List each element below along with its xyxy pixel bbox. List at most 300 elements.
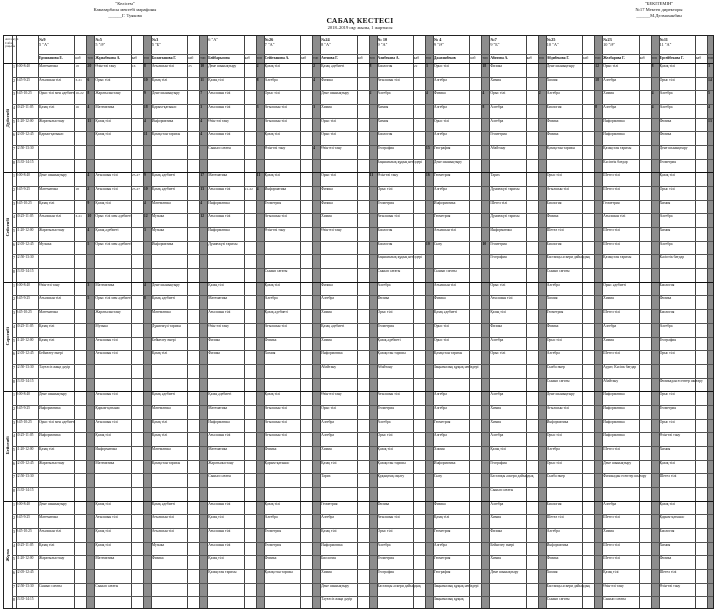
period-time: 13:35-14:15 [16,269,34,274]
lesson-cell [659,283,714,296]
lesson-cell [546,556,602,569]
lesson-subject: Информатика [208,228,230,233]
class-room-number: № 4 [433,37,442,42]
lesson-cell [94,556,150,569]
lesson-cell [546,242,602,255]
lesson-cell [433,351,489,364]
lesson-subject: Ағылшын тілі [433,282,457,287]
lesson-subject: Химия [490,556,501,561]
lesson-cell [94,570,150,583]
lesson-subject: Информатика [151,241,174,246]
lesson-cell [38,214,94,227]
period-number: 3 [13,528,15,534]
lesson-cell [151,283,207,296]
lesson-subject: Геометрия [264,528,282,533]
lesson-subject: Сынып сағаты [433,269,457,274]
lesson-cell [546,160,602,173]
lesson-cell [151,78,207,91]
lesson-cell [207,105,263,118]
lesson-subject: Орыс тілі [546,460,562,465]
lesson-cell [602,160,658,173]
group-col-label: топ [651,56,657,60]
lesson-subject: Физика [490,64,503,68]
lesson-group: 4 [87,105,90,110]
lesson-cell [659,119,714,132]
lesson-subject: Физика [208,351,220,356]
class-teacher: Сейітханова А. [264,56,290,60]
lesson-cell [320,597,376,609]
lesson-subject: Геометрия [321,501,338,506]
lesson-cell [433,310,489,323]
lesson-subject: Информатика [321,542,343,547]
lesson-cell [546,228,602,241]
lesson-cell [38,242,94,255]
lesson-subject: Өзін-өзі тану [321,228,342,233]
lesson-subject: Тарих [321,474,331,479]
lesson-subject: Құқықтық оқыту [377,474,405,479]
lesson-subject: Дене шынықтыру [546,64,575,68]
lesson-subject: Информатика [321,351,343,356]
lesson-cell [433,556,489,569]
lesson-cell [264,543,320,556]
lesson-cell [151,461,207,474]
lesson-cell [546,146,602,159]
lesson-subject: Физика [659,132,672,137]
lesson-cell [151,228,207,241]
lesson-cell [38,105,94,118]
lesson-cell [489,379,545,392]
lesson-cell [433,597,489,609]
period-number: 5 [13,556,15,562]
lesson-subject: Бейнелеу өнері [151,337,176,342]
lesson-cell [489,119,545,132]
lesson-cell [659,324,714,337]
lesson-subject: Шетел тілі [603,351,621,356]
room-col-label: каб [357,56,363,60]
lesson-cell [546,543,602,556]
lesson-cell [602,502,658,515]
class-teacher: Ермаханова Е. [39,56,63,60]
class-grade: 5 "А" [39,42,49,47]
lesson-cell [151,242,207,255]
lesson-cell [320,242,376,255]
lesson-subject: Геометрия [546,310,564,315]
lesson-cell [377,146,433,159]
class-teacher: Бейбарысова [208,56,230,60]
lesson-subject: Орыс тілі [321,405,337,410]
lesson-group: 10 [425,241,430,246]
period-time: 12:05-12:45 [16,460,34,465]
lesson-subject: Шетел тілі [603,187,621,192]
lesson-group: 3 [313,105,316,110]
lesson-cell [546,351,602,364]
lesson-cell [546,283,602,296]
lesson-subject: Орыс тілі [603,64,619,68]
lesson-cell [38,392,94,405]
period-number: 1 [13,64,15,69]
lesson-subject: Дене шынықтыру [603,460,632,465]
class-grade: 11 "А" [659,42,672,47]
period-number: 5 [13,228,15,234]
lesson-group: 13 [200,187,205,192]
lesson-subject: Алгебра [377,419,391,424]
lesson-cell [264,379,320,392]
lesson-group: 4 [425,91,428,96]
period-number: 5 [13,337,15,343]
period-number: 7 [13,583,15,589]
lesson-cell [94,64,150,77]
lesson-subject: Сынып сағаты [603,597,626,602]
lesson-subject: Алгебра [377,542,391,547]
lesson-subject: Физикадан есептер шығару [603,474,647,479]
lesson-subject: Физика [433,501,446,506]
period-time: 11:20-12:00 [16,556,34,561]
lesson-subject: Қазақстан тарихы [151,460,181,465]
lesson-subject: Дене шынықтыру [433,159,462,164]
lesson-cell [151,392,207,405]
lesson-subject: Аудит, Кәсіпк бағдар [603,364,637,369]
group-col-label: топ [200,56,206,60]
lesson-cell [264,406,320,419]
lesson-subject: Ағылшын тілі [377,214,400,219]
lesson-cell [377,529,433,542]
lesson-subject: Дене шынықтыру [321,91,350,96]
room-col-label: каб [470,56,476,60]
lesson-cell [38,228,94,241]
lesson-cell [264,255,320,268]
lesson-cell [377,173,433,186]
lesson-subject: Алгебра [659,214,673,219]
lesson-cell [38,283,94,296]
period-time: 13:35-14:15 [16,378,34,383]
lesson-cell [602,146,658,159]
lesson-cell [264,119,320,132]
lesson-cell [377,296,433,309]
lesson-cell [94,515,150,528]
lesson-cell [489,488,545,501]
lesson-cell [264,91,320,104]
lesson-subject: География [377,569,394,574]
lesson-cell [377,78,433,91]
lesson-cell [659,160,714,173]
class-grade: 10 "Ә" [603,42,616,47]
lesson-cell [377,91,433,104]
lesson-group: 12 [143,214,148,219]
lesson-subject: Алгебра [603,105,617,110]
class-teacher-row [546,56,602,60]
lesson-subject: Қазақстан тарихы [603,146,632,151]
class-grade: 5 "Б" [151,42,162,47]
lesson-cell [264,228,320,241]
lesson-subject: Қазақ әдебиеті [151,501,176,506]
lesson-cell [207,406,263,419]
lesson-subject: Орыс тілі мен әдебиеті [39,419,76,424]
period-number: 7 [13,255,15,261]
lesson-cell [264,351,320,364]
lesson-cell [264,474,320,487]
period-number: 2 [13,515,15,521]
lesson-subject: Қазақ тілі [95,542,111,547]
period-time: 9:45-10:25 [16,310,32,315]
lesson-subject: Ағылшын тілі [264,118,287,123]
lesson-subject: Жаратылыстану [208,460,234,465]
lesson-cell [151,119,207,132]
lesson-subject: Алгебра [321,419,335,424]
lesson-cell [151,310,207,323]
lesson-subject: Тәуелсіз жаңа дәуір [321,597,353,602]
lesson-subject: Қазақ тілі [39,542,55,547]
lesson-subject: Биология [377,132,393,137]
lesson-subject: Ағылшын тілі [95,337,118,342]
lesson-subject: Жаратылыстану [95,310,121,315]
lesson-cell [151,132,207,145]
period-time: 8:45-9:25 [16,77,30,82]
lesson-subject: Математика [208,446,228,451]
lesson-subject: Дүниежүзі тарихы [151,323,181,328]
lesson-cell [151,160,207,173]
lesson-cell [602,132,658,145]
lesson-group: 4 [651,91,654,96]
period-number: 3 [13,310,15,316]
lesson-subject: Қазақ әдебиеті [321,64,345,68]
class-grade: 9 "Б" [490,42,500,47]
lesson-subject: Орыс тілі [659,419,675,424]
lesson-group: 8 [143,64,146,68]
lesson-cell [546,310,602,323]
lesson-cell [320,338,376,351]
lesson-cell [659,338,714,351]
lesson-cell [38,420,94,433]
lesson-subject: Алгебра [546,91,560,96]
lesson-subject: Сызу [433,241,443,246]
lesson-group: 5 [707,91,710,96]
lesson-subject: Қазақ әдебиеті [151,296,176,301]
lesson-subject: Геометрия [659,159,676,164]
lesson-subject: Абайтану [490,146,506,151]
lesson-subject: Қазақ тілі [208,282,224,287]
lesson-subject: Қазақ тілі [39,337,55,342]
lesson-cell [659,187,714,200]
lesson-cell [489,78,545,91]
lesson-subject: Информатика [603,405,625,410]
lesson-cell [264,461,320,474]
lesson-cell [151,296,207,309]
lesson-group: 20 [87,64,92,68]
lesson-cell [659,242,714,255]
lesson-subject: Заңнамалық құқық негіздері [433,583,479,588]
lesson-cell [264,433,320,446]
lesson-cell [38,502,94,515]
lesson-subject: Алгебра [490,501,504,506]
lesson-subject: Кәсіптік бағдар [659,255,685,260]
lesson-cell [433,406,489,419]
lesson-cell [38,187,94,200]
lesson-cell [207,146,263,159]
lesson-room: 3-21 [75,77,82,82]
lesson-subject: Орыс тілі [377,433,393,438]
lesson-cell [320,310,376,323]
class-teacher-row [207,56,263,60]
lesson-group: 9 [87,200,90,205]
lesson-subject: Химия [659,446,671,451]
lesson-cell [377,214,433,227]
lesson-subject: Орыс тілі [433,337,449,342]
lesson-subject: Ағылшын тілі [39,528,62,533]
lesson-cell [320,474,376,487]
lesson-subject: Орыс тілі [490,351,506,356]
lesson-cell [207,584,263,597]
lesson-cell [546,365,602,378]
room-col-label: каб [526,56,532,60]
lesson-cell [94,187,150,200]
period-time: 12:05-12:45 [16,132,34,137]
lesson-cell [489,447,545,460]
lesson-subject: Химия [659,228,671,233]
lesson-subject: Қазақ тілі [603,569,619,574]
lesson-cell [377,132,433,145]
class-teacher: Алибекова А. [377,56,400,60]
lesson-cell [320,420,376,433]
period-time: 12:05-12:45 [16,569,34,574]
lesson-cell [377,269,433,282]
lesson-subject: Сынып сағаты [95,583,119,588]
lesson-cell [264,173,320,186]
lesson-subject: Қазақ әдебиеті [377,337,401,342]
lesson-room: 18 [75,187,79,192]
lesson-cell [546,515,602,528]
lesson-subject: Химия [377,118,389,123]
lesson-subject: Өзін-өзі тану [659,433,681,438]
lesson-cell [38,597,94,609]
lesson-cell [659,64,714,77]
day-label: Дүйсенбі [5,108,10,127]
lesson-cell [489,132,545,145]
period-number: 8 [13,378,15,384]
lesson-subject: Музыка [151,542,165,547]
lesson-cell [38,201,94,214]
lesson-cell [207,160,263,173]
lesson-cell [320,570,376,583]
room-col-label: каб [75,56,81,60]
lesson-subject: Тәуелсіз жаңа дәуір [39,364,71,369]
lesson-subject: Ағылшын тілі [264,419,287,424]
lesson-cell [264,502,320,515]
lesson-cell [207,338,263,351]
lesson-subject: Химия [490,77,501,82]
period-time: 13:35-14:15 [16,597,34,602]
lesson-cell [151,91,207,104]
lesson-subject: Қазақ тілі [659,460,675,465]
lesson-subject: Орыс тілі [433,64,449,68]
lesson-subject: Ағылшын тілі [264,323,287,328]
lesson-cell [489,228,545,241]
lesson-cell [151,324,207,337]
lesson-cell [377,351,433,364]
lesson-subject: Математика [39,187,58,192]
lesson-subject: Алгебра [659,323,673,328]
period-number: 4 [13,214,15,220]
lesson-cell [207,173,263,186]
lesson-subject: Қазақстан тарихы [377,351,406,356]
lesson-cell [659,132,714,145]
lesson-cell [38,433,94,446]
lesson-group: 5 [87,296,90,301]
lesson-subject: Химия [321,446,332,451]
lesson-subject: Химия [659,200,671,205]
lesson-cell [433,584,489,597]
lesson-cell [94,105,150,118]
lesson-room: 16 [131,64,136,68]
lesson-cell [489,242,545,255]
lesson-subject: Қазақ тілі [39,323,55,328]
lesson-cell [602,187,658,200]
lesson-cell [264,146,320,159]
lesson-subject: Дүниежүзі тарихы [490,187,520,192]
lesson-cell [264,420,320,433]
lesson-cell [602,201,658,214]
lesson-cell [546,474,602,487]
class-header [659,37,714,47]
lesson-cell [207,324,263,337]
lesson-subject: Ағылшын тілі [95,392,118,397]
lesson-cell [377,379,433,392]
lesson-subject: Физика [377,501,390,506]
lesson-cell [38,379,94,392]
class-room-number: №7 [490,37,497,42]
lesson-cell [94,461,150,474]
lesson-subject: Физика [264,556,277,561]
period-number: 2 [13,296,15,302]
lesson-subject: Физика [433,296,446,301]
lesson-cell [659,515,714,528]
class-teacher-row [602,56,658,60]
lesson-group: 3 [200,105,203,110]
lesson-cell [489,474,545,487]
lesson-subject: Орыс тілі [490,282,506,287]
lesson-cell [546,187,602,200]
lesson-cell [207,119,263,132]
lesson-cell [433,529,489,542]
period-time: 10:25-11:05 [16,433,34,438]
lesson-subject: Ағылшын тілі [151,515,175,520]
lesson-cell [264,296,320,309]
period-time: 8:45-9:25 [16,405,30,410]
lesson-subject: Бастапқы әскери дайындық [377,583,421,588]
lesson-cell [433,132,489,145]
lesson-cell [320,228,376,241]
lesson-subject: Қазақ тілі [151,433,168,438]
lesson-subject: Шетел тілі [659,474,677,479]
lesson-cell [433,515,489,528]
lesson-cell [602,365,658,378]
lesson-cell [489,146,545,159]
lesson-subject: Өзін-өзі тану [321,392,342,397]
lesson-cell [320,502,376,515]
lesson-subject: Информатика [433,200,456,205]
room-col-label: каб [188,56,194,60]
room-col-label: каб [244,56,250,60]
lesson-cell [320,447,376,460]
lesson-room: 18 [75,64,79,68]
lesson-subject: Дене шынықтыру [39,173,68,178]
lesson-cell [94,379,150,392]
lesson-cell [264,160,320,173]
lesson-cell [320,91,376,104]
lesson-cell [602,584,658,597]
lesson-subject: Орыс тілі [659,351,675,356]
lesson-subject: Заңнамалық құқық негіздері [433,364,479,369]
lesson-subject: Физика [208,337,220,342]
